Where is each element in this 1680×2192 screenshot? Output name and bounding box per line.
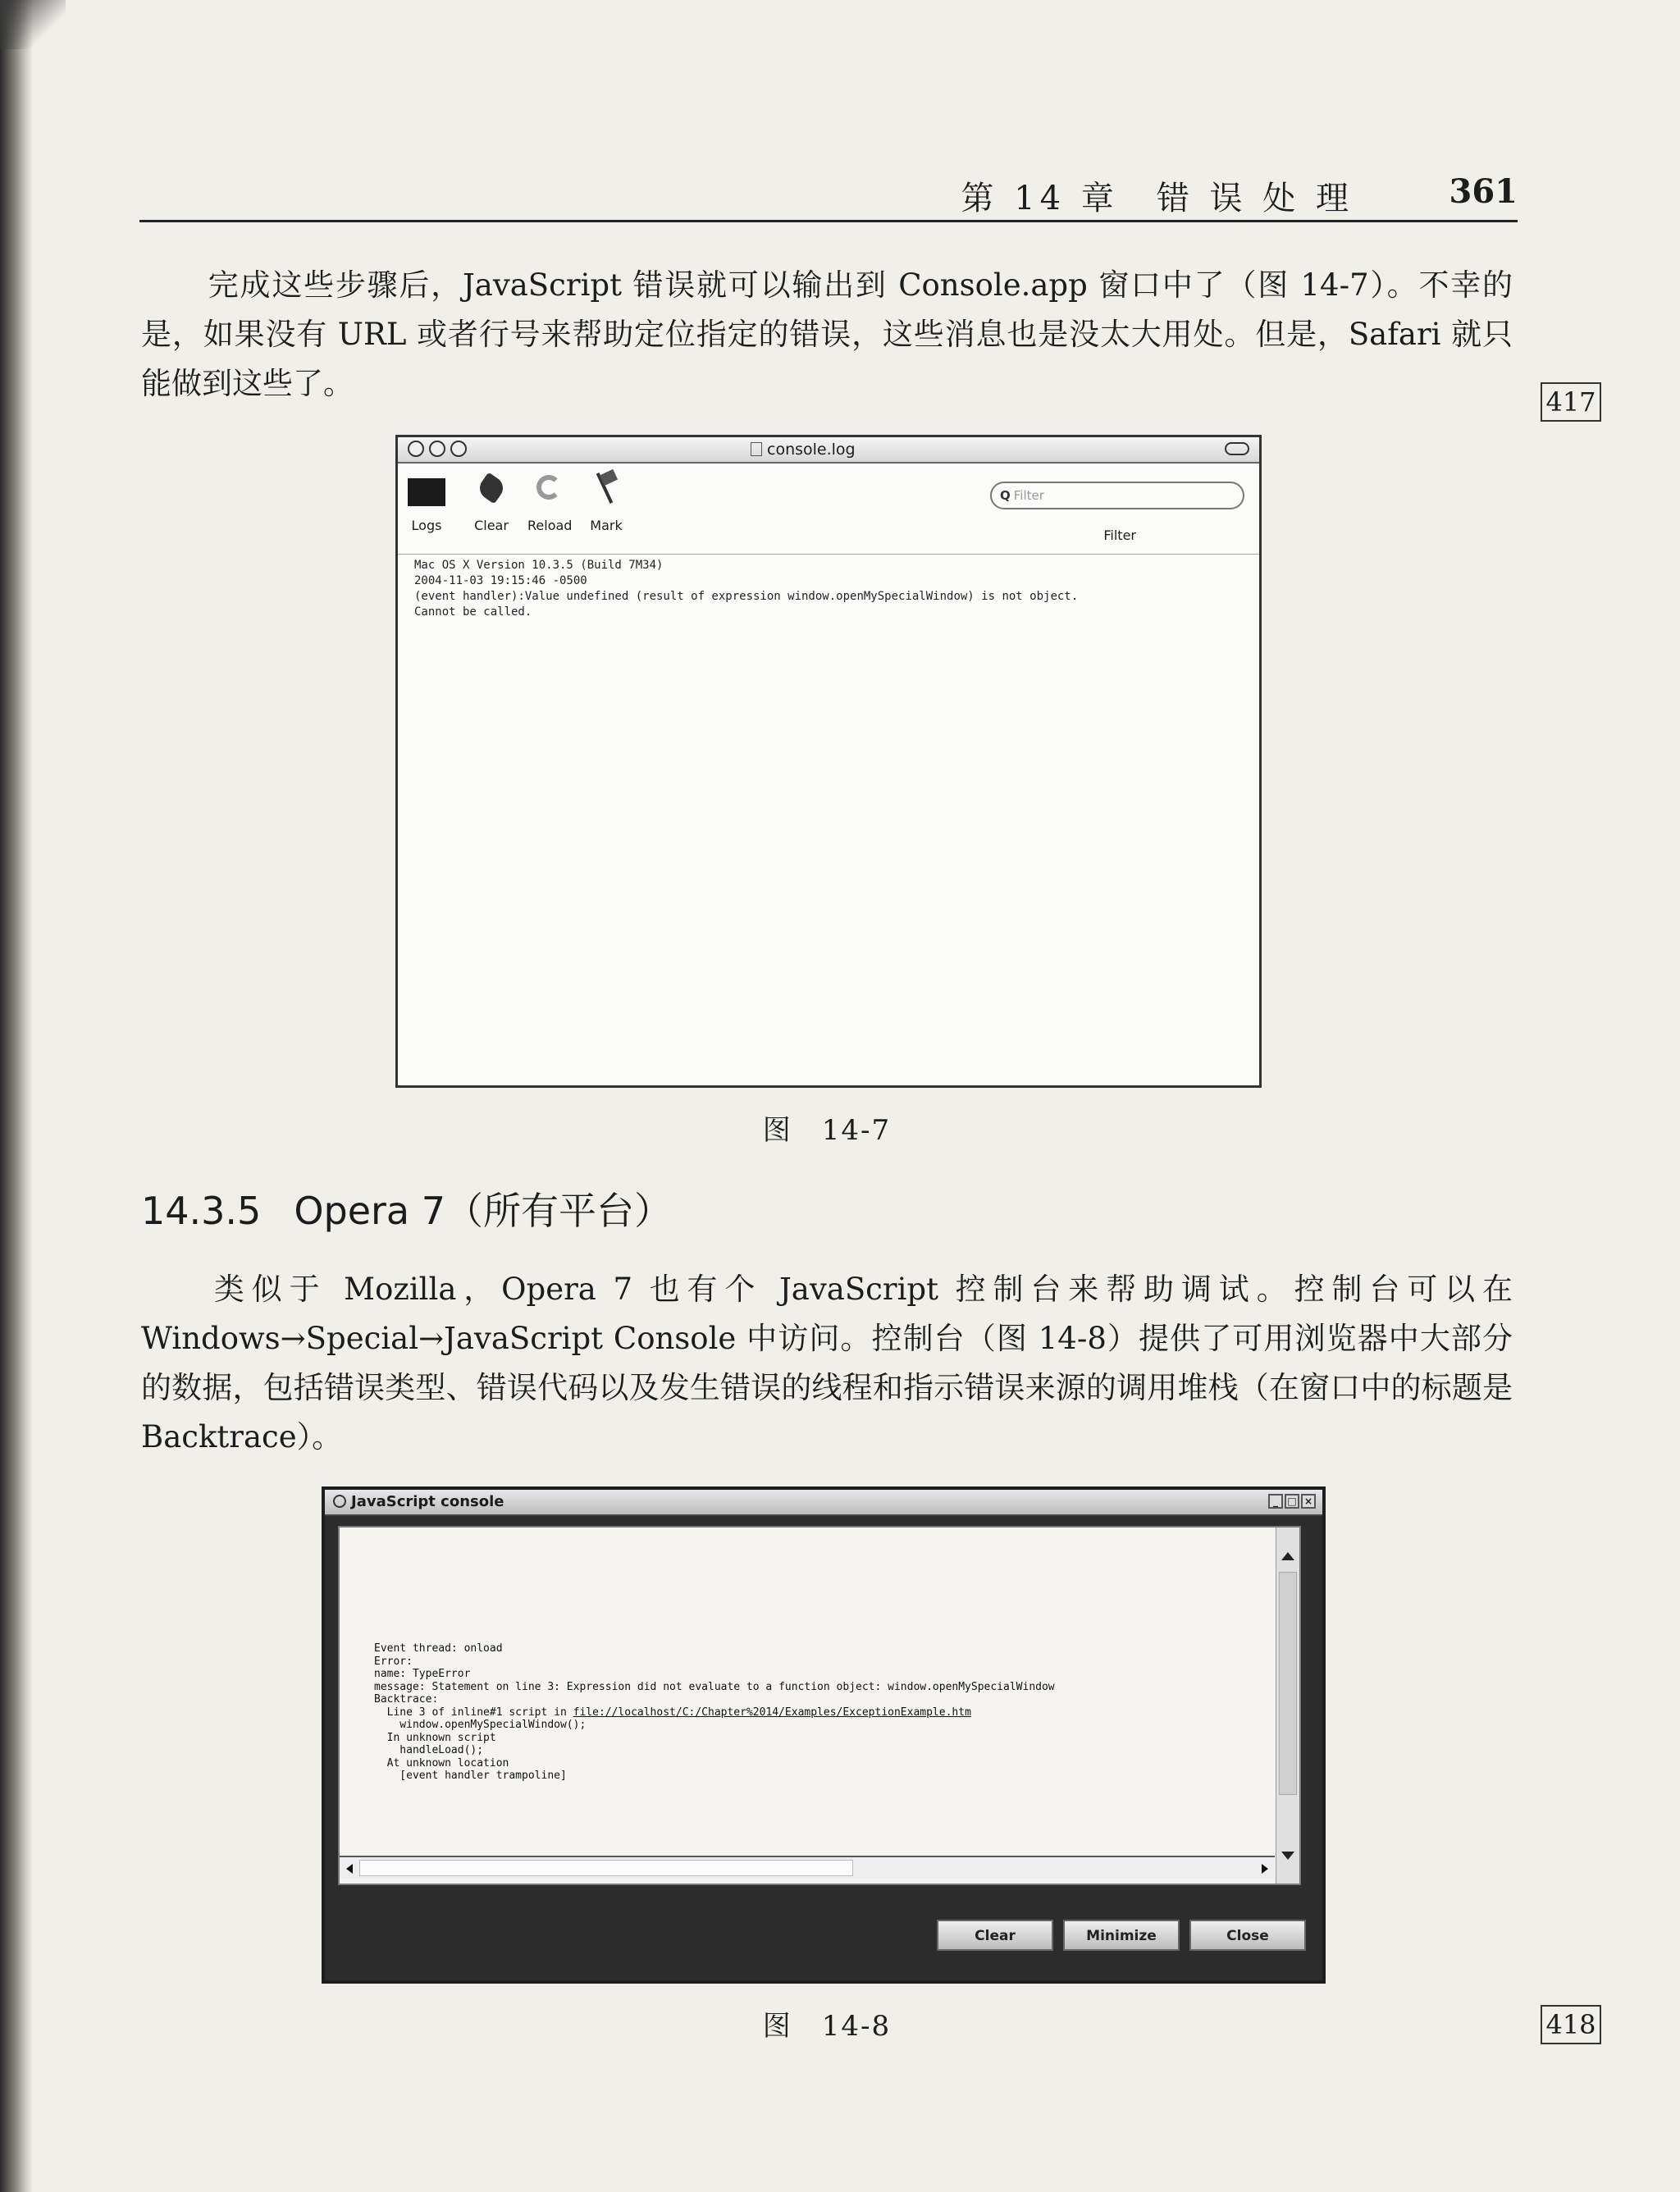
log-line: Cannot be called. xyxy=(414,605,532,619)
horizontal-scrollbar[interactable] xyxy=(340,1856,1275,1879)
paragraph-1 xyxy=(141,261,1513,409)
clear-label: Clear xyxy=(474,518,509,533)
maximize-icon[interactable]: □ xyxy=(1285,1494,1299,1509)
section-heading xyxy=(141,1181,672,1235)
opera-window-title: JavaScript console xyxy=(351,1493,504,1510)
error-line: At unknown location xyxy=(374,1756,509,1770)
opera-icon xyxy=(333,1495,346,1508)
mark-button[interactable] xyxy=(587,472,626,533)
reload-button[interactable] xyxy=(527,472,572,533)
figure-14-8-caption: 图 14-8 xyxy=(762,2010,892,2043)
section-title: Opera 7（所有平台） xyxy=(294,1189,673,1233)
window-title xyxy=(751,441,856,459)
margin-page-ref-418: 418 xyxy=(1541,2005,1601,2044)
margin-page-ref-417: 417 xyxy=(1541,382,1601,422)
paragraph-2-text: 类似于 Mozilla，Opera 7 也有个 JavaScript 控制台来帮助调试。控制台可以在 Windows→Special→JavaScript Console 中访问。控制台（图 14-8）提供了可用浏览器中大部分的数据，包括错误类型、错误代码以及发生错误的线程和指示错误来源的调用堆栈（在窗口中的标题是 Backtrace）。 xyxy=(141,1272,1513,1454)
paragraph-2 xyxy=(141,1265,1513,1462)
page-number: 361 xyxy=(1449,172,1518,211)
vertical-scroll-thumb[interactable] xyxy=(1279,1572,1297,1795)
document-icon xyxy=(751,442,762,456)
log-line: Mac OS X Version 10.3.5 (Build 7M34) xyxy=(414,559,664,572)
close-icon[interactable]: × xyxy=(1301,1494,1316,1509)
page-binding-shadow xyxy=(0,0,33,2192)
zoom-window-icon[interactable] xyxy=(450,441,467,457)
backtrace-line-text: Line 3 of inline#1 script in xyxy=(374,1706,573,1719)
logs-icon xyxy=(408,478,445,506)
mark-label: Mark xyxy=(590,518,623,533)
error-line: message: Statement on line 3: Expression did not evaluate to a function object: window.openMySpecialWindow xyxy=(374,1680,1055,1693)
error-line: [event handler trampoline] xyxy=(374,1770,567,1782)
log-line: (event handler):Value undefined (result of expression window.openMySpecialWindow) is not object. xyxy=(414,590,1079,603)
vertical-scrollbar[interactable] xyxy=(1276,1528,1299,1884)
error-line: window.openMySpecialWindow(); xyxy=(374,1719,587,1731)
opera-window-controls xyxy=(1268,1494,1316,1509)
close-button[interactable]: Close xyxy=(1189,1920,1306,1951)
clear-button[interactable] xyxy=(472,472,511,533)
console-log-output xyxy=(398,555,1259,623)
minimize-window-icon[interactable] xyxy=(429,441,445,457)
clear-button[interactable]: Clear xyxy=(937,1920,1053,1951)
figure-14-7-caption: 图 14-7 xyxy=(762,1114,892,1147)
filter-placeholder: Filter xyxy=(1013,488,1044,503)
chapter-title: 第 14 章 错 误 处 理 xyxy=(961,180,1354,217)
minimize-icon[interactable]: _ xyxy=(1268,1494,1283,1509)
console-toolbar xyxy=(398,464,1259,555)
horizontal-scroll-thumb[interactable] xyxy=(359,1860,853,1876)
source-file-link[interactable]: file://localhost/C:/Chapter%2014/Examples/ExceptionExample.htm xyxy=(573,1706,971,1719)
error-line: In unknown script xyxy=(374,1731,496,1744)
filter-label: Filter xyxy=(1103,527,1136,543)
scroll-left-icon[interactable] xyxy=(346,1864,353,1874)
window-title-text: console.log xyxy=(767,441,856,459)
search-icon: Q xyxy=(1000,488,1011,503)
paragraph-1-text: 完成这些步骤后，JavaScript 错误就可以输出到 Console.app 窗口中了（图 14-7）。不幸的是，如果没有 URL 或者行号来帮助定位指定的错误，这些消息也是没太大用处。但是，Safari 就只能做到这些了。 xyxy=(141,267,1513,401)
error-line: name: TypeError xyxy=(374,1668,471,1680)
flag-icon xyxy=(587,472,626,506)
log-line: 2004-11-03 19:15:46 -0500 xyxy=(414,574,587,587)
scroll-up-icon[interactable] xyxy=(1281,1552,1294,1560)
filter-search-input[interactable] xyxy=(990,482,1244,509)
minimize-button[interactable]: Minimize xyxy=(1063,1920,1180,1951)
console-app-window xyxy=(395,435,1262,1088)
scroll-down-icon[interactable] xyxy=(1281,1852,1294,1860)
page-corner-shadow xyxy=(0,0,66,49)
opera-javascript-console-window xyxy=(322,1486,1326,1984)
error-report xyxy=(374,1642,1276,1783)
error-line: handleLoad(); xyxy=(374,1744,484,1756)
error-line xyxy=(374,1706,1276,1719)
console-window-titlebar xyxy=(398,437,1259,464)
logs-button[interactable] xyxy=(408,472,445,533)
running-header xyxy=(139,164,1518,222)
error-line: Error: xyxy=(374,1655,413,1668)
scroll-right-icon[interactable] xyxy=(1262,1864,1268,1874)
reload-icon xyxy=(530,472,569,506)
logs-label: Logs xyxy=(411,518,442,533)
console-output-area[interactable] xyxy=(338,1526,1301,1885)
section-number: 14.3.5 xyxy=(141,1189,262,1233)
reload-label: Reload xyxy=(527,518,573,533)
window-controls[interactable] xyxy=(408,441,467,457)
error-line: Event thread: onload xyxy=(374,1642,503,1655)
opera-console-titlebar xyxy=(325,1490,1322,1516)
toolbar-toggle-icon[interactable] xyxy=(1225,442,1249,455)
close-window-icon[interactable] xyxy=(408,441,424,457)
broom-icon xyxy=(472,472,511,506)
error-line: Backtrace: xyxy=(374,1693,439,1706)
console-button-row xyxy=(937,1920,1306,1951)
